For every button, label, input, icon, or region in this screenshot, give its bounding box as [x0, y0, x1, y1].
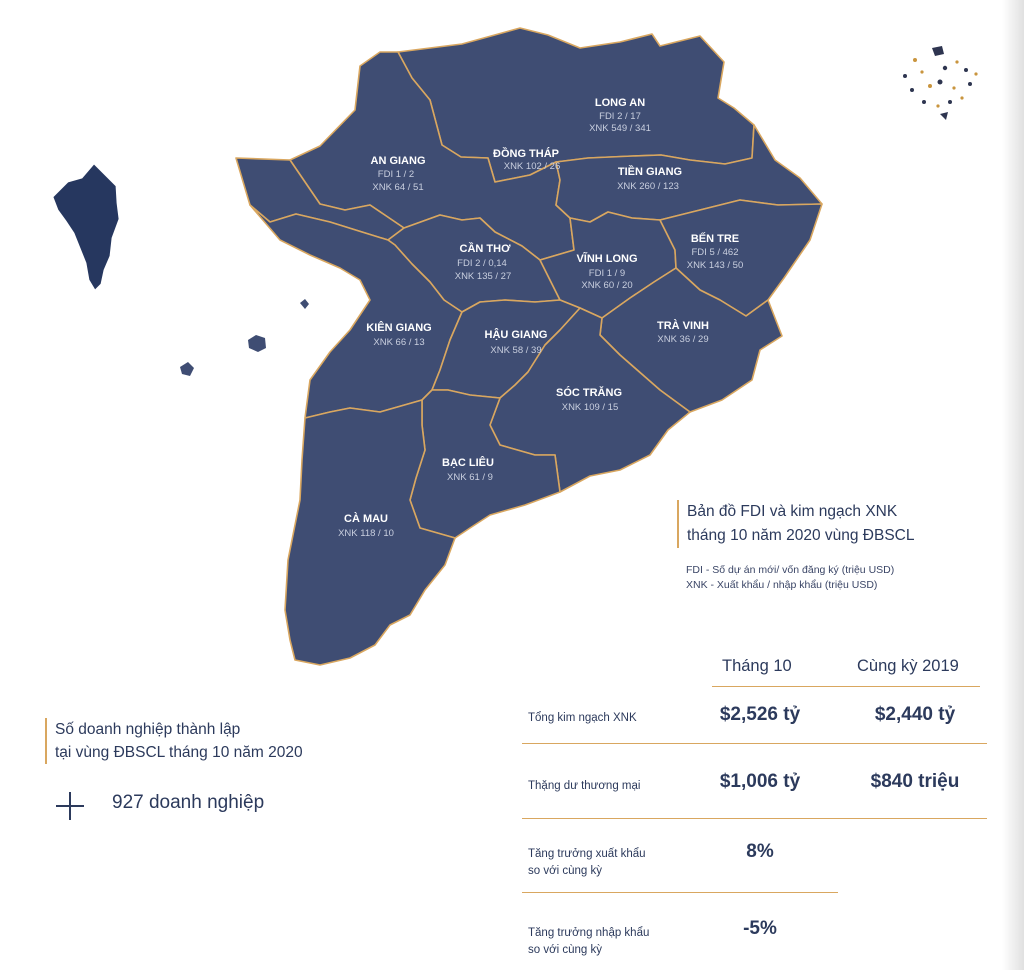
column-header-current: Tháng 10 — [722, 657, 792, 675]
svg-text:LONG AN: LONG AN — [594, 97, 646, 109]
svg-text:FDI 2 / 0,14: FDI 2 / 0,14 — [457, 258, 507, 269]
svg-text:XNK 260 / 123: XNK 260 / 123 — [617, 181, 679, 192]
svg-text:XNK 60 / 20: XNK 60 / 20 — [581, 280, 633, 291]
svg-text:FDI 1 / 2: FDI 1 / 2 — [377, 169, 415, 180]
header-divider — [712, 686, 980, 687]
svg-text:TIỀN GIANG: TIỀN GIANG — [617, 166, 683, 178]
row-divider — [522, 818, 987, 819]
value-export-growth: 8% — [746, 841, 774, 862]
island — [248, 335, 266, 352]
legend-title-line1: Bản đồ FDI và kim ngạch XNK — [687, 503, 898, 520]
label-can-tho — [455, 242, 512, 282]
svg-text:BẠC LIÊU: BẠC LIÊU — [442, 457, 494, 469]
legend-title-line2: tháng 10 năm 2020 vùng ĐBSCL — [687, 527, 915, 544]
svg-text:FDI 5 / 462: FDI 5 / 462 — [691, 247, 739, 258]
row-divider — [522, 892, 838, 893]
founded-enterprises-block — [45, 718, 303, 764]
island — [180, 362, 194, 376]
value-import-growth: -5% — [743, 918, 777, 939]
map-legend — [677, 500, 915, 548]
row-label-export-growth-1: Tăng trưởng xuất khẩu — [528, 848, 646, 860]
svg-text:KIÊN GIANG: KIÊN GIANG — [366, 322, 432, 334]
phu-quoc-island — [53, 164, 119, 290]
svg-text:ĐỒNG THÁP: ĐỒNG THÁP — [493, 148, 559, 160]
svg-text:XNK 102 / 26: XNK 102 / 26 — [503, 161, 561, 172]
legend-note-xnk: XNK - Xuất khẩu / nhập khẩu (triệu USD) — [686, 579, 878, 591]
value-total-trade-previous: $2,440 tỷ — [874, 704, 956, 725]
svg-text:XNK 135 / 27: XNK 135 / 27 — [454, 271, 512, 282]
founded-title-line1: Số doanh nghiệp thành lập — [55, 721, 241, 738]
decorative-dots — [903, 46, 978, 120]
svg-text:XNK 58 / 39: XNK 58 / 39 — [490, 345, 542, 356]
svg-text:XNK 36 / 29: XNK 36 / 29 — [657, 334, 709, 345]
svg-text:XNK 143 / 50: XNK 143 / 50 — [686, 260, 744, 271]
svg-text:TRÀ VINH: TRÀ VINH — [657, 320, 709, 332]
svg-text:XNK 66 / 13: XNK 66 / 13 — [373, 337, 425, 348]
row-label-import-growth-1: Tăng trưởng nhập khẩu — [528, 927, 650, 939]
svg-text:FDI 1 / 9: FDI 1 / 9 — [588, 268, 626, 279]
island — [300, 299, 309, 309]
value-total-trade-current: $2,526 tỷ — [719, 704, 801, 725]
svg-text:CÀ MAU: CÀ MAU — [344, 513, 388, 525]
svg-text:XNK 61 / 9: XNK 61 / 9 — [447, 472, 493, 483]
legend-note-fdi: FDI - Số dự án mới/ vốn đăng ký (triệu USD) — [686, 564, 895, 576]
row-label-trade-surplus: Thặng dư thương mại — [528, 780, 641, 792]
svg-text:XNK 118 / 10: XNK 118 / 10 — [338, 528, 394, 539]
row-divider — [522, 743, 987, 744]
label-ben-tre — [687, 232, 744, 271]
svg-text:CẦN THƠ: CẦN THƠ — [459, 243, 511, 255]
page-edge-shadow — [1002, 0, 1024, 970]
plus-icon — [56, 792, 84, 820]
label-dong-thap — [493, 147, 560, 172]
value-trade-surplus-previous: $840 triệu — [870, 771, 960, 792]
svg-text:FDI 2 / 17: FDI 2 / 17 — [599, 111, 641, 122]
svg-text:XNK 64 / 51: XNK 64 / 51 — [372, 182, 424, 193]
row-label-import-growth-2: so với cùng kỳ — [528, 944, 603, 956]
svg-text:SÓC TRĂNG: SÓC TRĂNG — [556, 387, 622, 399]
svg-text:AN GIANG: AN GIANG — [370, 155, 426, 167]
svg-text:VĨNH LONG: VĨNH LONG — [576, 253, 638, 265]
value-trade-surplus-current: $1,006 tỷ — [719, 771, 801, 792]
row-label-export-growth-2: so với cùng kỳ — [528, 865, 603, 877]
svg-text:XNK 549 / 341: XNK 549 / 341 — [589, 123, 651, 134]
founded-title-line2: tại vùng ĐBSCL tháng 10 năm 2020 — [55, 744, 303, 761]
enterprise-count: 927 doanh nghiệp — [112, 792, 265, 813]
row-label-total-trade: Tổng kim ngạch XNK — [528, 712, 637, 724]
svg-text:XNK 109 / 15: XNK 109 / 15 — [561, 402, 619, 413]
svg-text:BẾN TRE: BẾN TRE — [690, 233, 740, 245]
column-header-previous: Cùng kỳ 2019 — [857, 657, 959, 675]
svg-text:HẬU GIANG: HẬU GIANG — [484, 329, 548, 341]
